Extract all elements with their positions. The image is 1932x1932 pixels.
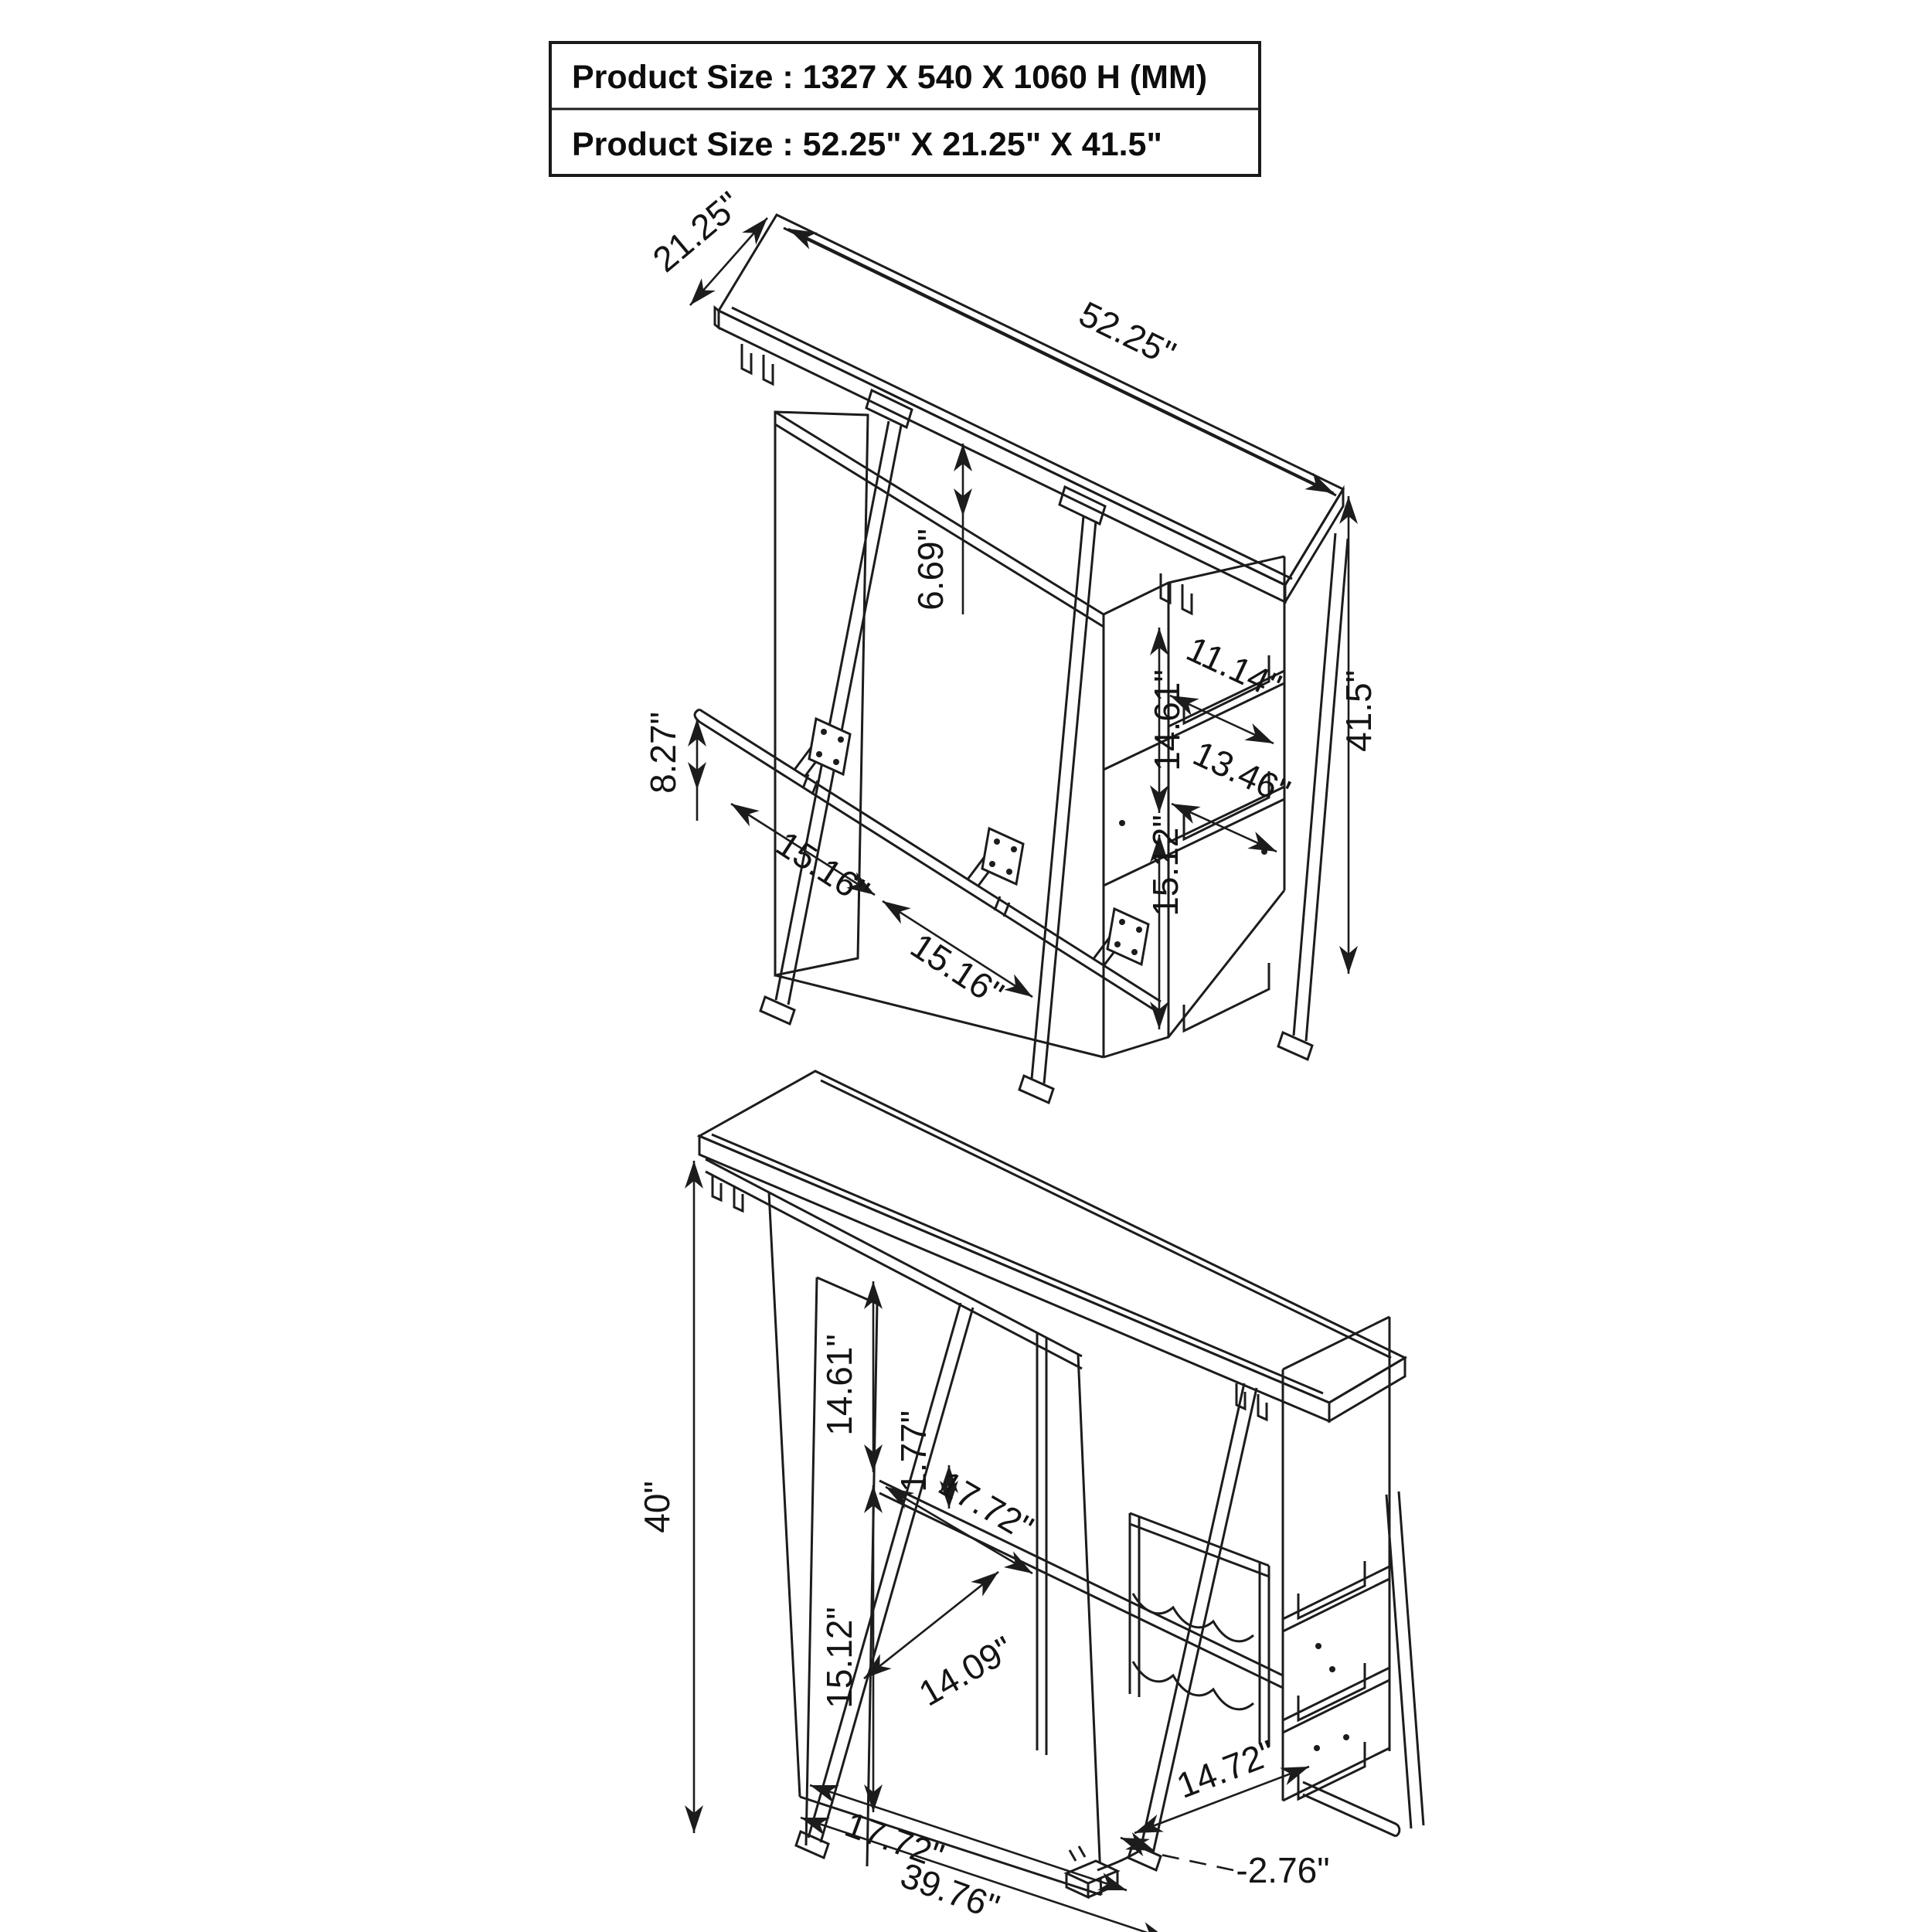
- plate-hole: [833, 759, 839, 765]
- dim-lower-compartment: 15.12": [819, 1607, 859, 1709]
- bar-top-back: [699, 1071, 1405, 1421]
- bar-top-left-cap: [715, 308, 719, 328]
- screw-hole: [1261, 849, 1267, 855]
- dim-shelf-depth: 11.14": [1180, 628, 1287, 707]
- dim-end-depth: 14.72": [1171, 1732, 1281, 1806]
- plate-hole: [989, 861, 995, 867]
- screw-hole: [1343, 1734, 1349, 1740]
- left-metal-leg: [760, 390, 912, 1024]
- leg-tube: [1386, 1492, 1423, 1828]
- plate-hole: [1006, 869, 1012, 875]
- size-table: [550, 43, 1260, 175]
- dim-floor-to-top: 40": [637, 1481, 677, 1533]
- rack-top-bar: [1130, 1513, 1269, 1577]
- screw-hole: [1119, 820, 1125, 826]
- front-isometric-view: [643, 184, 1379, 1103]
- plate-hole: [1119, 919, 1125, 925]
- stemware-rail-left: [713, 1175, 743, 1211]
- center-divider: [1037, 1333, 1046, 1755]
- size-mm-text: Product Size : 1327 X 540 X 1060 H (MM): [572, 59, 1208, 96]
- screw-hole: [1329, 1666, 1335, 1672]
- dim-base-width: 39.76": [895, 1855, 1005, 1927]
- dim-top-length: 52.25": [1073, 293, 1182, 374]
- dim-leader-leg-inset: [1161, 1855, 1233, 1870]
- dim-line-leg-inset: [1121, 1838, 1155, 1851]
- plate-hole: [1114, 941, 1121, 947]
- screw-hole: [1314, 1745, 1320, 1751]
- mount-plate-2: [982, 828, 1023, 884]
- upper-wire-rail: [1298, 1561, 1365, 1618]
- mount-plate-3: [1107, 909, 1148, 964]
- dim-leg-inset: -2.76": [1236, 1850, 1330, 1890]
- leg-tube: [1294, 533, 1348, 1041]
- plate-hole: [1011, 846, 1017, 852]
- dim-overall-height: 41.5": [1338, 670, 1379, 752]
- dim-footrest-span2: 15.16": [903, 924, 1011, 1015]
- dim-base-opening: 17.72": [839, 1804, 950, 1876]
- bottom-edge: [775, 975, 1104, 1057]
- plate-hole: [994, 838, 1000, 845]
- plate-hole: [838, 736, 844, 743]
- rack-side-rails: [1130, 1513, 1269, 1747]
- back-isometric-view: [637, 1071, 1423, 1932]
- dim-lower-shelf: 15.12": [1145, 815, 1185, 917]
- dim-upper-shelf: 14.61": [1147, 669, 1187, 771]
- dim-rail-gap: 6.69": [910, 529, 951, 611]
- right-outer-leg: [1278, 533, 1348, 1060]
- base-wire-rail: [1298, 1742, 1365, 1799]
- dim-shelf-width: 13.46": [1187, 733, 1297, 812]
- mount-plate-1: [809, 719, 850, 774]
- dim-footrest-height: 8.27": [643, 712, 683, 794]
- dim-compartment-depth: 14.09": [912, 1628, 1020, 1714]
- wine-bottle-rack: [1130, 1513, 1269, 1747]
- leg-tube: [776, 421, 901, 1005]
- middle-shelf: [879, 1481, 1283, 1688]
- dim-upper-compartment: 14.61": [819, 1334, 859, 1436]
- dim-rack-clearance: 1.77": [893, 1410, 934, 1492]
- plate-hole: [816, 751, 822, 757]
- base-shelf-wire-rail: [1184, 963, 1269, 1031]
- outer-leg-back: [1386, 1492, 1423, 1828]
- plate-hole: [1136, 927, 1142, 933]
- right-metal-leg: [1019, 487, 1105, 1103]
- stemware-rail-left: [742, 344, 773, 384]
- screw-hole: [1315, 1643, 1321, 1649]
- leg-foot: [1019, 1076, 1053, 1103]
- plate-hole: [821, 729, 827, 735]
- back-panel-outline: [769, 1192, 1101, 1895]
- plug-prongs: [1070, 1846, 1085, 1861]
- bar-top-surface: [719, 215, 1343, 585]
- plate-hole: [1131, 949, 1138, 955]
- dim-footrest-span1: 15.16": [769, 822, 876, 913]
- size-inch-text: Product Size : 52.25" X 21.25" X 41.5": [572, 126, 1162, 163]
- dim-mid-shelf: 17.72": [932, 1462, 1040, 1549]
- bar-top: [715, 215, 1343, 602]
- dim-top-depth: 21.25": [645, 183, 749, 280]
